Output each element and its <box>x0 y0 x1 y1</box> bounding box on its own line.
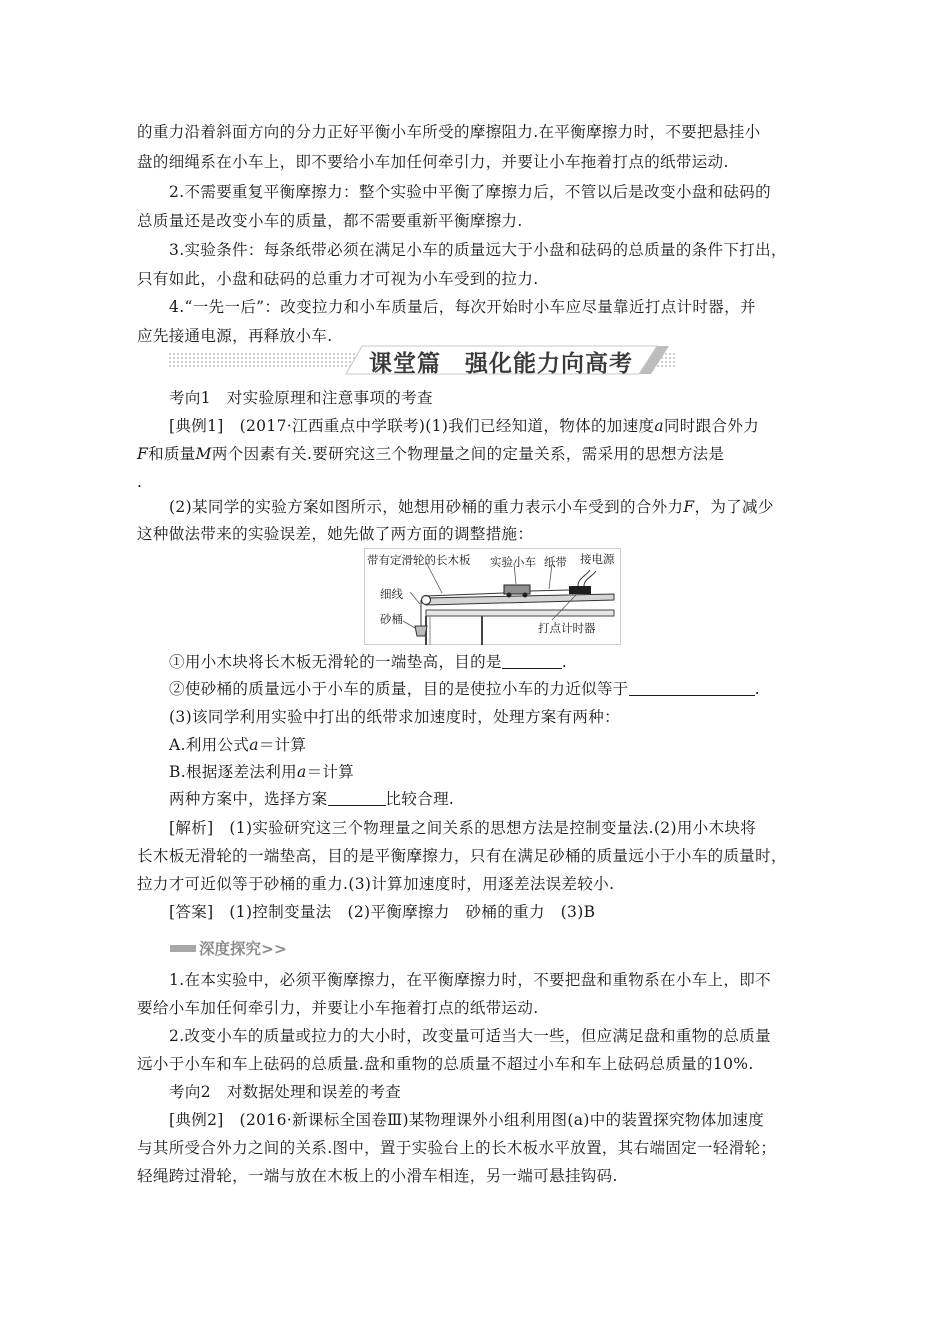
option-a <box>169 735 817 755</box>
option-b <box>169 762 817 782</box>
answer-blank-2 <box>629 680 755 696</box>
example-1-line-1 <box>169 416 817 436</box>
var-a: a <box>296 763 307 781</box>
analysis-line-3: 拉力才可近似等于砂桶的重力.(3)计算加速度时，用逐差法误差较小. <box>137 875 615 893</box>
topic-2-heading: 考向2 对数据处理和误差的考查 <box>169 1083 402 1101</box>
question-3: (3)该同学利用实验中打出的纸带求加速度时，处理方案有两种： <box>169 708 620 726</box>
intro-line-1: 的重力沿着斜面方向的分力正好平衡小车所受的摩擦阻力.在平衡摩擦力时，不要把悬挂小 <box>137 123 761 141</box>
choose-end: 比较合理. <box>385 790 455 808</box>
intro-line-3: 2.不需要重复平衡摩擦力：整个实验中平衡了摩擦力后，不管以后是改变小盘和砝码的 <box>169 183 771 201</box>
option-b-text: B.根据逐差法利用 <box>169 763 297 781</box>
question-1-text: ①用小木块将长木板无滑轮的一端垫高，目的是 <box>169 653 502 671</box>
example-1-line-2 <box>137 444 817 464</box>
question-2 <box>169 679 817 699</box>
intro-line-8: 应先接通电源，再释放小车. <box>137 327 333 345</box>
option-a-text: A.利用公式 <box>169 736 250 754</box>
label-power: 接电源 <box>580 552 615 566</box>
analysis-line-1: [解析] (1)实验研究这三个物理量之间关系的思想方法是控制变量法.(2)用小木块将 <box>169 819 757 837</box>
intro-line-2: 盘的细绳系在小车上，即不要给小车加任何牵引力，并要让小车拖着打点的纸带运动. <box>137 153 729 171</box>
example-1-text: (2017·江西重点中学联考)(1)我们已经知道，物体的加速度 <box>223 417 655 435</box>
deep-line-4: 远小于小车和车上砝码的总质量.盘和重物的总质量不超过小车和车上砝码总质量的10%. <box>137 1055 754 1073</box>
choose-text: 两种方案中，选择方案 <box>169 790 328 808</box>
experiment-figure <box>364 548 621 645</box>
example-1-text: 和质量 <box>148 445 196 463</box>
analysis-line-2: 长木板无滑轮的一端垫高，目的是平衡摩擦力，只有在满足砂桶的质量远小于小车的质量时， <box>137 847 787 865</box>
label-timer: 打点计时器 <box>538 621 596 635</box>
var-M: M <box>195 445 212 463</box>
heading-bar-icon <box>170 945 196 952</box>
var-F: F <box>137 445 149 463</box>
example-1-line-3: . <box>137 473 143 491</box>
answer-line: [答案] (1)控制变量法 (2)平衡摩擦力 砂桶的重力 (3)B <box>169 903 596 921</box>
intro-line-7: 4.“一先一后”：改变拉力和小车质量后，每次开始时小车应尽量靠近打点计时器，并 <box>169 298 756 316</box>
example-2-line-2: 与其所受合外力之间的关系.图中，置于实验台上的长木板水平放置，其右端固定一轻滑轮； <box>137 1139 777 1157</box>
label-string: 细线 <box>380 587 403 601</box>
intro-line-5: 3.实验条件：每条纸带必须在满足小车的质量远大于小盘和砝码的总质量的条件下打出， <box>169 241 787 259</box>
question-1-end: . <box>561 653 568 671</box>
var-a: a <box>654 417 664 435</box>
deep-line-2: 要给小车加任何牵引力，并要让小车拖着打点的纸带运动. <box>137 999 539 1017</box>
option-a-text: ＝计算 <box>258 736 307 754</box>
example-1-text: (2)某同学的实验方案如图所示，她想用砂桶的重力表示小车受到的合外力 <box>169 498 684 516</box>
label-tape: 纸带 <box>544 555 567 569</box>
question-2-end: . <box>754 680 760 698</box>
label-bucket: 砂桶 <box>380 612 403 626</box>
example-1-line-4 <box>169 497 817 517</box>
example-1-text: 两个因素有关.要研究这三个物理量之间的定量关系，需采用的思想方法是 <box>211 445 725 463</box>
question-1 <box>169 652 817 672</box>
intro-line-4: 总质量还是改变小车的质量，都不需要重新平衡摩擦力. <box>137 212 523 230</box>
answer-blank-3 <box>328 790 386 806</box>
banner-title: 课堂篇 强化能力向高考 <box>369 351 633 377</box>
label-cart: 实验小车 <box>490 555 536 569</box>
var-F: F <box>683 498 695 516</box>
example-2-line-3: 轻绳跨过滑轮，一端与放在木板上的小滑车相连，另一端可悬挂钩码. <box>137 1167 618 1185</box>
deep-explore-title: 深度探究>> <box>199 940 287 958</box>
example-1-tag: [典例1] <box>169 417 224 435</box>
choose-line <box>169 789 817 809</box>
example-2-line-1: [典例2] (2016·新课标全国卷Ⅲ)某物理课外小组利用图(a)中的装置探究物体加速度 <box>169 1111 765 1129</box>
question-2-text: ②使砂桶的质量远小于小车的质量，目的是使拉小车的力近似等于 <box>169 680 629 698</box>
deep-line-1: 1.在本实验中，必须平衡摩擦力，在平衡摩擦力时，不要把盘和重物系在小车上，即不 <box>169 971 771 989</box>
section-banner <box>169 344 675 376</box>
example-1-line-5: 这种做法带来的实验误差，她先做了两方面的调整措施： <box>137 525 534 543</box>
topic-1-heading: 考向1 对实验原理和注意事项的考查 <box>169 389 433 407</box>
example-1-text: 同时跟合外力 <box>663 417 760 435</box>
example-1-text: ，为了减少 <box>694 498 774 516</box>
var-a: a <box>249 736 259 754</box>
deep-line-3: 2.改变小车的质量或拉力的大小时，改变量可适当大一些，但应满足盘和重物的总质量 <box>169 1027 771 1045</box>
deep-explore-heading <box>170 937 287 959</box>
label-long-board: 带有定滑轮的长木板 <box>367 553 471 567</box>
intro-line-6: 只有如此，小盘和砝码的总重力才可视为小车受到的拉力. <box>137 270 539 288</box>
option-b-text: ＝计算 <box>306 763 355 781</box>
answer-blank-1 <box>502 653 562 669</box>
